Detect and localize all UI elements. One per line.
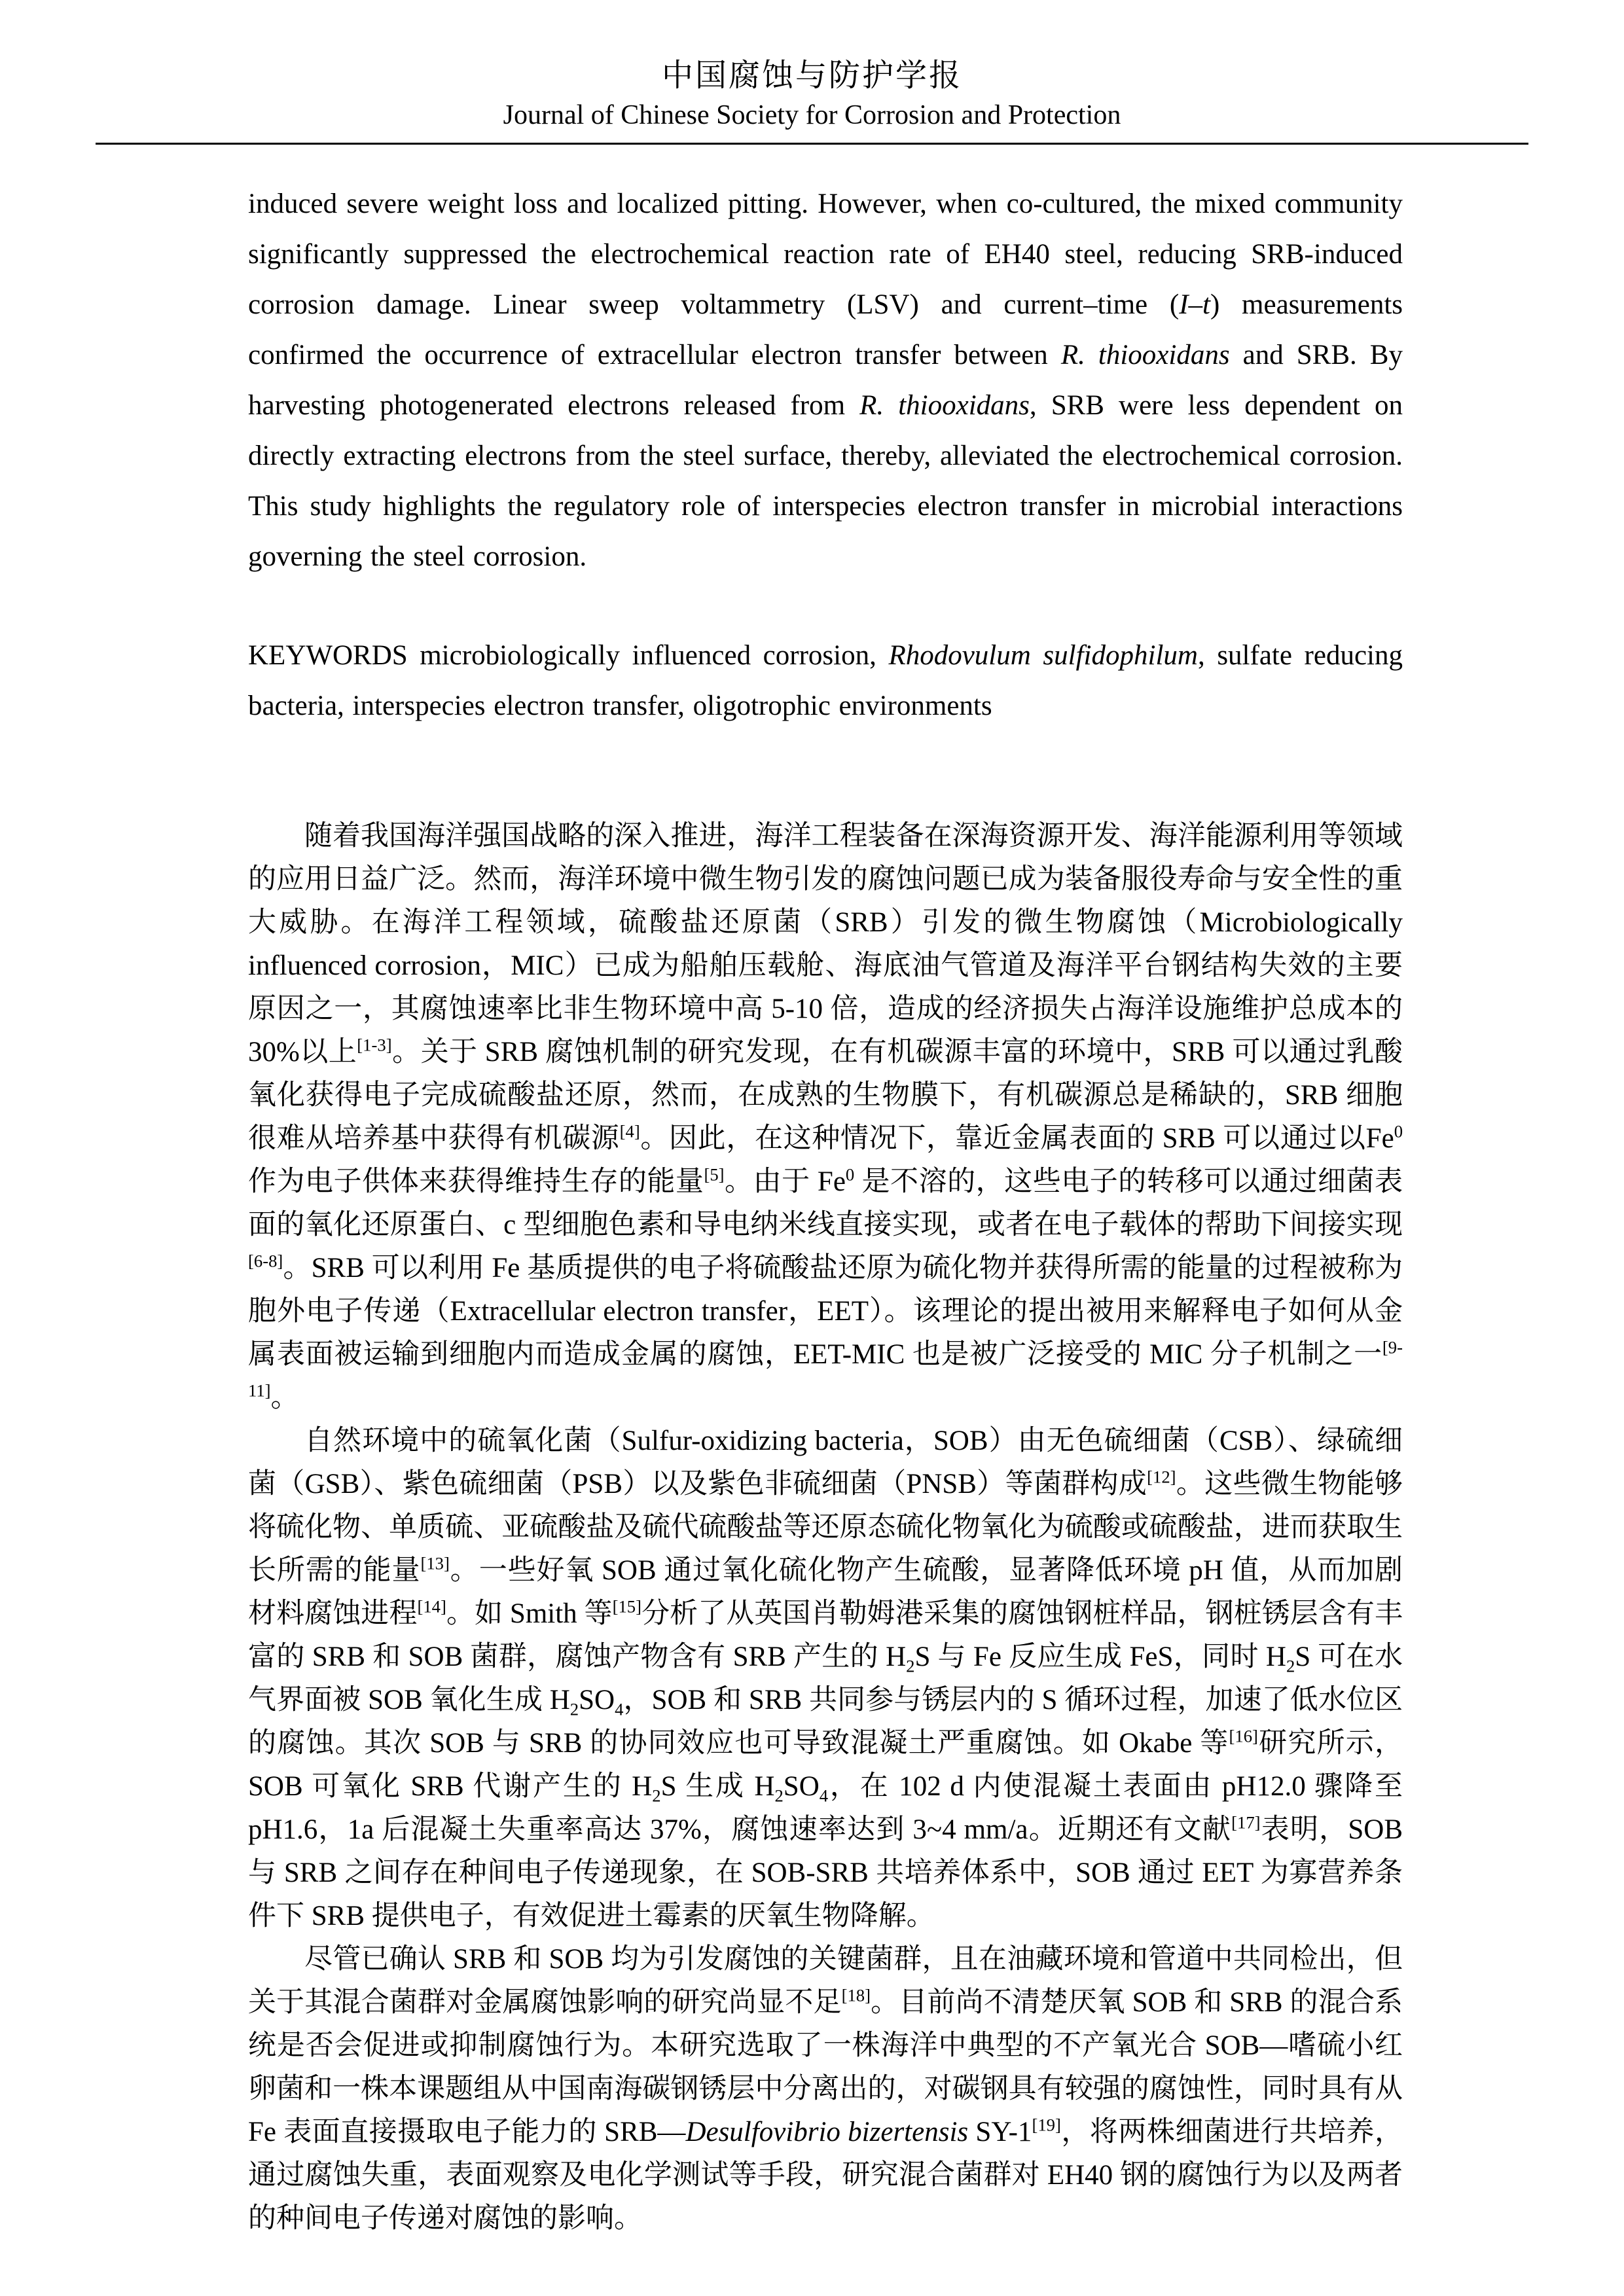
abstract-continuation-paragraph: induced severe weight loss and localized pitting. However, when co-cultured, the mixed community significantly suppressed the electrochemical reaction rate of EH40 steel, reducing SRB-induced corrosion damage. Linear sweep voltammetry (LSV) and current–time (I–t) measurements confirmed the occurrence of extracellular electron transfer between R. thiooxidans and SRB. By harvesting photogenerated electrons released from R. thiooxidans, SRB were less dependent on directly extracting electrons from the steel surface, thereby, alleviated the electrochemical corrosion. This study highlights the regulatory role of interspecies electron transfer in microbial interactions governing the steel corrosion. xyxy=(248,188,1403,572)
keywords-paragraph: KEYWORDS microbiologically influenced corrosion, Rhodovulum sulfidophilum, sulfate reducing bacteria, interspecies electron transfer, oligotrophic environments xyxy=(248,640,1403,721)
body-text-block xyxy=(248,815,1403,2240)
journal-header xyxy=(0,56,1624,145)
page-content xyxy=(248,179,1403,2240)
body-paragraph-1: 随着我国海洋强国战略的深入推进，海洋工程装备在深海资源开发、海洋能源利用等领域的应用日益广泛。然而，海洋环境中微生物引发的腐蚀问题已成为装备服役寿命与安全性的重大威胁。在海洋工程领域，硫酸盐还原菌（SRB）引发的微生物腐蚀（Microbiologically influenced corrosion，MIC）已成为船舶压载舱、海底油气管道及海洋平台钢结构失效的主要原因之一，其腐蚀速率比非生物环境中高 5-10 倍，造成的经济损失占海洋设施维护总成本的30%以上[1-3]。关于 SRB 腐蚀机制的研究发现，在有机碳源丰富的环境中，SRB 可以通过乳酸氧化获得电子完成硫酸盐还原，然而，在成熟的生物膜下，有机碳源总是稀缺的，SRB 细胞很难从培养基中获得有机碳源[4]。因此，在这种情况下，靠近金属表面的 SRB 可以通过以Fe$^0$ 作为电子供体来获得维持生存的能量[5]。由于 Fe$^0$ 是不溶的，这些电子的转移可以通过细菌表面的氧化还原蛋白、c 型细胞色素和导电纳米线直接实现，或者在电子载体的帮助下间接实现[6-8]。SRB 可以利用 Fe 基质提供的电子将硫酸盐还原为硫化物并获得所需的能量的过程被称为胞外电子传递（Extracellular electron transfer，EET）。该理论的提出被用来解释电子如何从金属表面被运输到细胞内而造成金属的腐蚀，EET-MIC 也是被广泛接受的 MIC 分子机制之一[9-11]。 xyxy=(248,821,1403,1413)
journal-title-english: Journal of Chinese Society for Corrosion and Protection xyxy=(503,100,1121,130)
header-divider xyxy=(96,143,1528,145)
body-paragraph-2: 自然环境中的硫氧化菌（Sulfur-oxidizing bacteria，SOB）由无色硫细菌（CSB）、绿硫细菌（GSB）、紫色硫细菌（PSB）以及紫色非硫细菌（PNSB）等菌群构成[12]。这些微生物能够将硫化物、单质硫、亚硫酸盐及硫代硫酸盐等还原态硫化物氧化为硫酸或硫酸盐，进而获取生长所需的能量[13]。一些好氧 SOB 通过氧化硫化物产生硫酸，显著降低环境 pH 值，从而加剧材料腐蚀进程[14]。如 Smith 等[15]分析了从英国肖勒姆港采集的腐蚀钢桩样品，钢桩锈层含有丰富的 SRB 和 SOB 菌群，腐蚀产物含有 SRB 产生的 $H_2S$ 与 Fe 反应生成 FeS，同时 $H_2S$ 可在水气界面被 SOB 氧化生成 $H_2SO_4$，SOB 和 SRB 共同参与锈层内的 S 循环过程，加速了低水位区的腐蚀。其次 SOB 与 SRB 的协同效应也可导致混凝土严重腐蚀。如 Okabe 等[16]研究所示，SOB 可氧化 SRB 代谢产生的 $H_2S$ 生成 $H_2SO_4$，在 102 d 内使混凝土表面由 pH12.0 骤降至 pH1.6，1a 后混凝土失重率高达 37%，腐蚀速率达到 3~4 mm/a。近期还有文献[17]表明，SOB 与 SRB 之间存在种间电子传递现象，在 SOB-SRB 共培养体系中，SOB 通过 EET 为寡营养条件下 SRB 提供电子，有效促进土霉素的厌氧生物降解。 xyxy=(248,1426,1403,1931)
body-paragraph-3: 尽管已确认 SRB 和 SOB 均为引发腐蚀的关键菌群，且在油藏环境和管道中共同检出，但关于其混合菌群对金属腐蚀影响的研究尚显不足[18]。目前尚不清楚厌氧 SOB 和 SRB 的混合系统是否会促进或抑制腐蚀行为。本研究选取了一株海洋中典型的不产氧光合 SOB—嗜硫小红卵菌和一株本课题组从中国南海碳钢锈层中分离出的，对碳钢具有较强的腐蚀性，同时具有从 Fe 表面直接摄取电子能力的 SRB—Desulfovibrio bizertensis SY-1[19]，将两株细菌进行共培养，通过腐蚀失重，表面观察及电化学测试等手段，研究混合菌群对 EH40 钢的腐蚀行为以及两者的种间电子传递对腐蚀的影响。 xyxy=(248,1944,1403,2234)
journal-title-chinese: 中国腐蚀与防护学报 xyxy=(661,58,962,93)
